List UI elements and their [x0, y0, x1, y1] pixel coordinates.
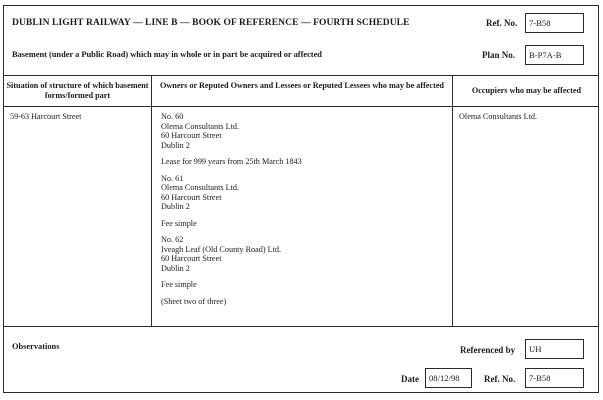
observations-label: Observations: [12, 342, 60, 351]
owners-cell: [161, 112, 446, 313]
owner-line: Iveagh Leaf (Old County Road) Ltd.: [161, 244, 282, 254]
occupiers-cell: Olema Consultants Ltd.: [459, 112, 538, 121]
column-header-owners: Owners or Reputed Owners and Lessees or Reputed Lessees who may be affected: [160, 81, 444, 90]
plan-no-field[interactable]: B-P7A-B: [525, 45, 584, 65]
date-label: Date: [401, 374, 419, 384]
form-title: DUBLIN LIGHT RAILWAY — LINE B — BOOK OF REFERENCE — FOURTH SCHEDULE: [12, 18, 410, 28]
tenure-note: Fee simple: [161, 218, 197, 228]
divider-body: [4, 326, 598, 327]
divider-header: [4, 106, 598, 107]
owner-line: 60 Harcourt Street: [161, 254, 222, 263]
referenced-by-label: Referenced by: [460, 345, 516, 355]
owner-line: 60 Harcourt Street: [161, 131, 222, 140]
sheet-note: (Sheet two of three): [161, 296, 227, 306]
tenure-note: Lease for 999 years from 25th March 1843: [161, 157, 302, 166]
column-header-occupiers: Occupiers who may be affected: [471, 86, 582, 95]
owner-entry: [161, 112, 446, 150]
footer-ref-no-field[interactable]: 7-B58: [525, 368, 584, 388]
reference-form: [3, 5, 599, 393]
situation-cell: 59-63 Harcourt Street: [10, 112, 82, 121]
ref-no-field[interactable]: 7-B58: [525, 13, 584, 33]
divider-top: [4, 75, 598, 76]
footer-ref-no-label: Ref. No.: [484, 374, 516, 384]
tenure-note: Fee simple: [161, 280, 197, 289]
owner-entry: [161, 235, 446, 273]
column-divider: [452, 75, 453, 326]
owner-line: Dublin 2: [161, 140, 190, 150]
owner-line: Olema Consultants Ltd.: [161, 121, 240, 131]
owner-line: Olema Consultants Ltd.: [161, 183, 240, 192]
plan-no-label: Plan No.: [482, 50, 516, 60]
owner-line: 60 Harcourt Street: [161, 192, 222, 202]
column-header-situation: Situation of structure of which basement forms/formed part: [6, 81, 149, 100]
column-divider: [151, 75, 152, 326]
referenced-by-field[interactable]: UH: [525, 339, 584, 359]
owner-line: No. 61: [161, 173, 184, 183]
owner-line: Dublin 2: [161, 263, 190, 273]
date-field[interactable]: 08/12/98: [425, 368, 472, 388]
owner-line: Dublin 2: [161, 202, 190, 211]
ref-no-label: Ref. No.: [486, 18, 518, 28]
owner-line: No. 62: [161, 235, 184, 244]
owner-line: No. 60: [161, 112, 184, 121]
owner-entry: [161, 174, 446, 212]
form-subtitle: Basement (under a Public Road) which may in whole or in part be acquired or affected: [12, 50, 322, 59]
